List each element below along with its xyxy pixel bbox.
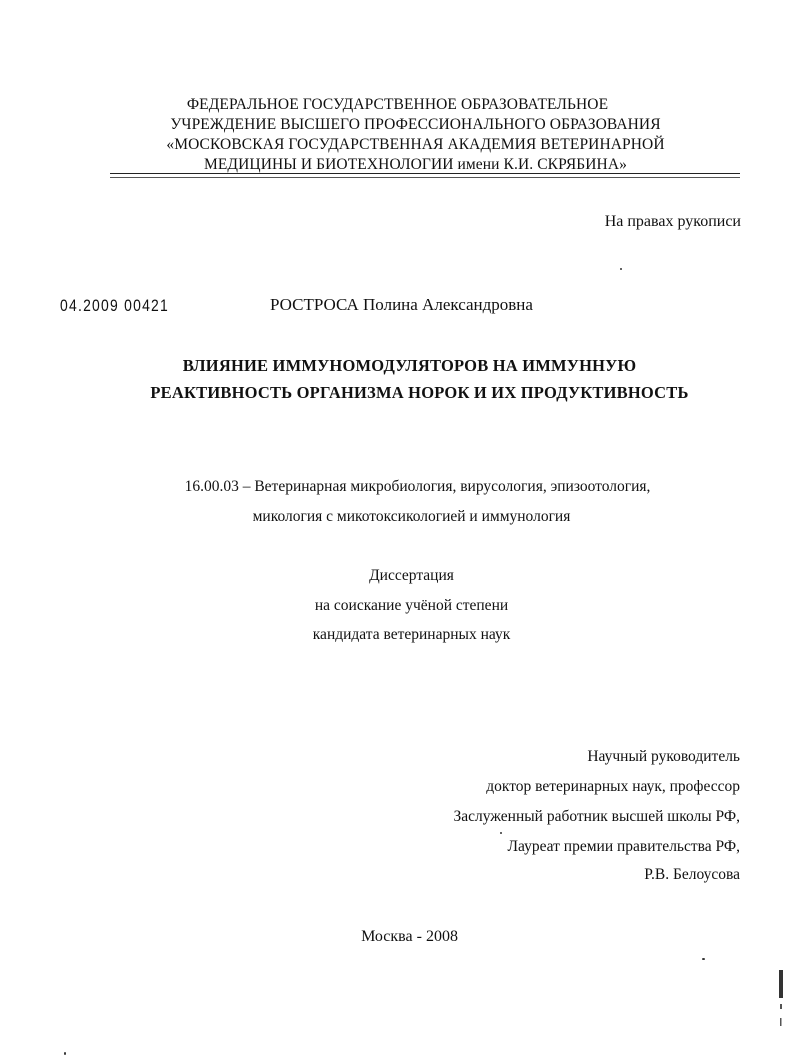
advisor-degree: доктор ветеринарных наук, профессор	[486, 778, 740, 795]
title-line-2: РЕАКТИВНОСТЬ ОРГАНИЗМА НОРОК И ИХ ПРОДУКТИВНОСТЬ	[150, 383, 689, 402]
scan-edge-mark	[776, 970, 786, 1030]
header-line-4: МЕДИЦИНЫ И БИОТЕХНОЛОГИИ имени К.И. СКРЯБИНА»	[203, 156, 627, 173]
advisor-label: Научный руководитель	[587, 748, 740, 765]
header-line-2: УЧРЕЖДЕНИЕ ВЫСШЕГО ПРОФЕССИОНАЛЬНОГО ОБРАЗОВАНИЯ	[170, 116, 661, 133]
degree-name: кандидата ветеринарных наук	[312, 626, 511, 643]
header-line-3: «МОСКОВСКАЯ ГОСУДАРСТВЕННАЯ АКАДЕМИЯ ВЕТЕРИНАРНОЙ	[166, 136, 665, 153]
manuscript-note: На правах рукописи	[604, 213, 741, 230]
city-year: Москва - 2008	[361, 928, 458, 945]
title-line-1: ВЛИЯНИЕ ИММУНОМОДУЛЯТОРОВ НА ИММУННУЮ	[182, 356, 637, 375]
advisor-honor-2: Лауреат премии правительства РФ,	[507, 838, 740, 855]
scan-speck	[64, 1052, 66, 1055]
registration-number: 04.2009 00421	[60, 296, 170, 315]
specialty-line-1: 16.00.03 – Ветеринарная микробиология, вирусология, эпизоотология,	[184, 478, 651, 495]
degree-line: на соискание учёной степени	[314, 597, 509, 614]
scan-speck	[500, 832, 502, 834]
dissertation-label: Диссертация	[369, 567, 454, 584]
author-name: РОСТРОСА Полина Александровна	[270, 295, 533, 314]
header-line-1: ФЕДЕРАЛЬНОЕ ГОСУДАРСТВЕННОЕ ОБРАЗОВАТЕЛЬНОЕ	[186, 96, 609, 113]
advisor-name: Р.В. Белоусова	[644, 866, 740, 883]
specialty-line-2: микология с микотоксикологией и иммунология	[252, 508, 571, 525]
header-divider	[110, 173, 740, 174]
scan-speck	[702, 958, 705, 960]
header-divider-thin	[110, 177, 740, 178]
scan-speck	[620, 268, 622, 270]
advisor-honor-1: Заслуженный работник высшей школы РФ,	[453, 808, 740, 825]
